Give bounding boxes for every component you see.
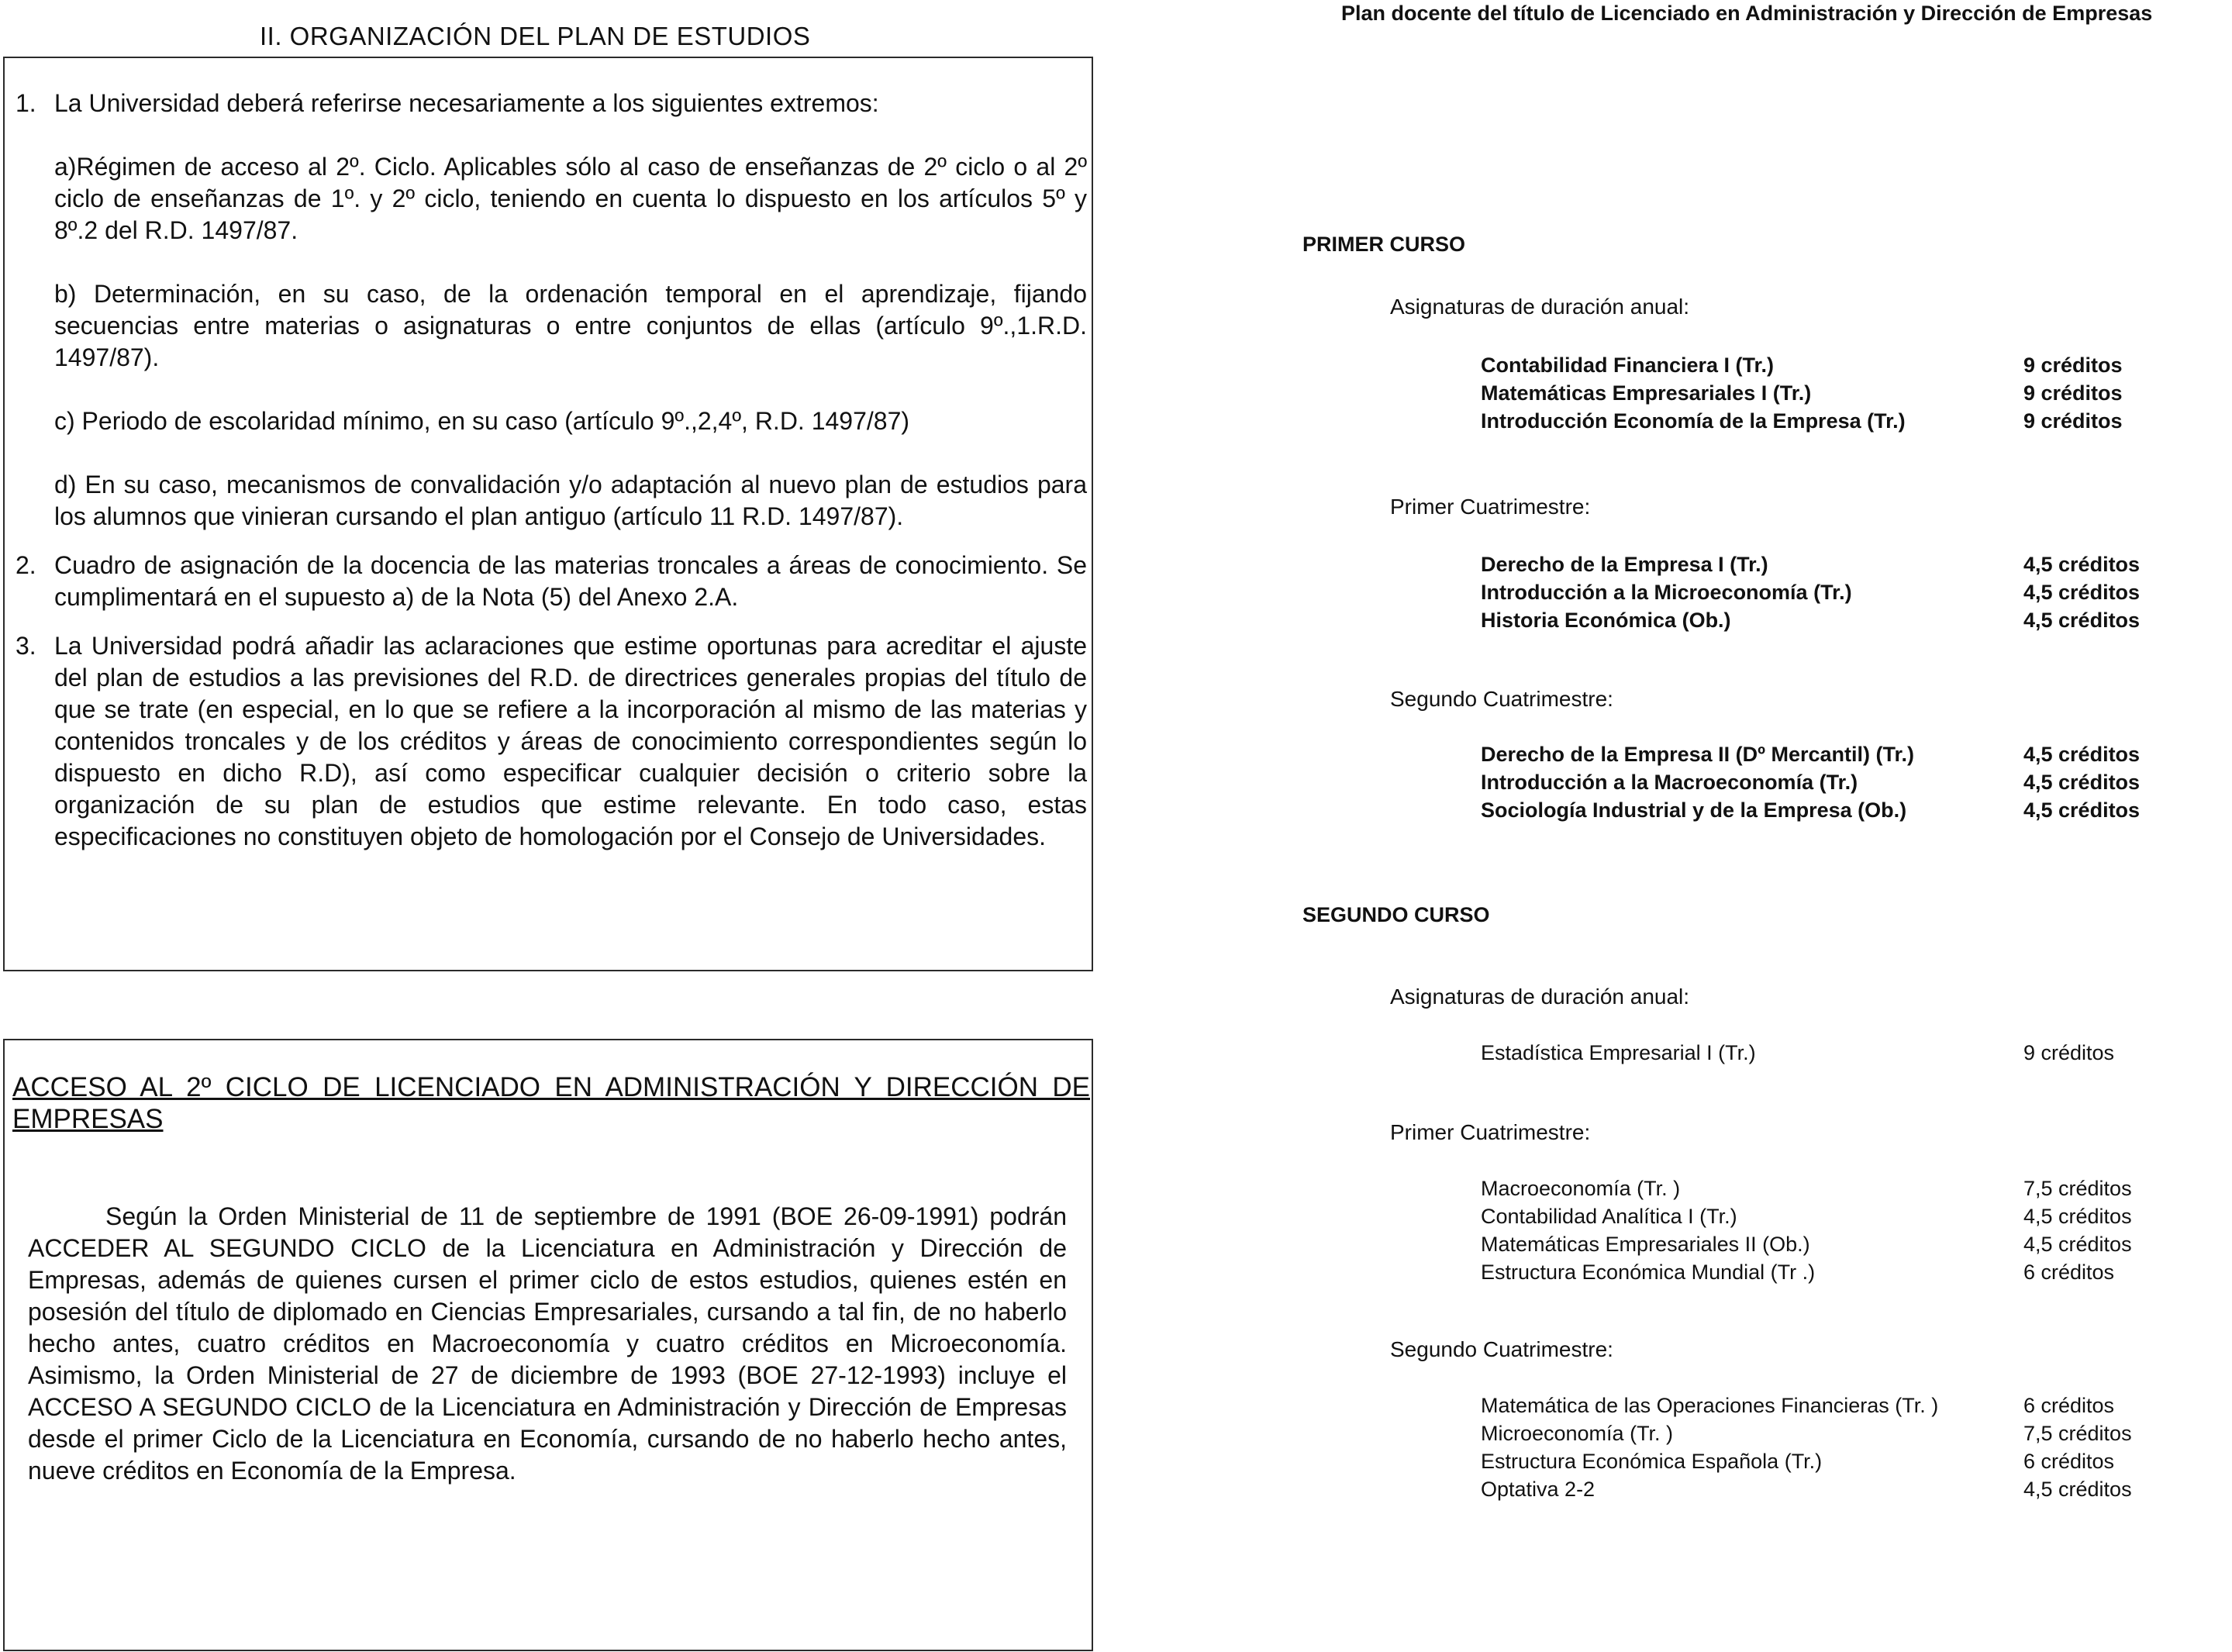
item-number: 2. [16, 551, 36, 579]
list-item [1481, 740, 2179, 768]
segundo-curso-cuatri2-list [1481, 1392, 2179, 1503]
subject-credits: 4,5 créditos [2023, 798, 2141, 822]
subject-credits: 6 créditos [2023, 1450, 2115, 1473]
segundo-curso-heading: SEGUNDO CURSO [1302, 903, 1490, 926]
subject-credits: 7,5 créditos [2023, 1422, 2132, 1445]
list-item-3 [9, 630, 1087, 853]
subject-name: Derecho de la Empresa I (Tr.) [1481, 553, 1768, 576]
item-1-b: b) Determinación, en su caso, de la ordenación temporal en el aprendizaje, fijando secuencias entre materias o asignaturas o entre conjuntos de ellas (artículo 9º.,1.R.D. 1497/87). [54, 280, 1087, 371]
list-item [1481, 796, 2179, 824]
subject-credits: 4,5 créditos [2023, 743, 2141, 766]
subject-name: Introducción a la Macroeconomía (Tr.) [1481, 771, 1858, 794]
organizacion-list [9, 88, 1087, 853]
list-item [1481, 1419, 2179, 1447]
segundo-curso-cuatri1-label: Primer Cuatrimestre: [1390, 1120, 1591, 1144]
subject-name: Sociología Industrial y de la Empresa (Ob.) [1481, 798, 1907, 822]
subject-name: Derecho de la Empresa II (Dº Mercantil) (Tr.) [1481, 743, 1915, 766]
subject-credits: 4,5 créditos [2023, 1233, 2132, 1256]
item-3-text: La Universidad podrá añadir las aclaraciones que estime oportunas para acreditar el ajuste del plan de estudios a las previsiones del R.D. de directrices generales propias del título de que se trate (en especial, en lo que se refiere a la incorporación al mismo de las materias y contenidos troncales y de los créditos y áreas de conocimiento correspondientes según lo dispuesto en dicho R.D), así como especificar cualquier decisión o criterio sobre la organización de su plan de estudios que estime relevante. En todo caso, estas especificaciones no constituyen objeto de homologación por el Consejo de Universidades. [54, 632, 1087, 850]
segundo-curso-cuatri1-list [1481, 1174, 2179, 1286]
subject-name: Estructura Económica Española (Tr.) [1481, 1450, 1823, 1473]
primer-curso-cuatri1-label: Primer Cuatrimestre: [1390, 495, 1591, 519]
primer-curso-heading: PRIMER CURSO [1302, 233, 1466, 256]
segundo-curso-cuatri2-label: Segundo Cuatrimestre: [1390, 1337, 1613, 1361]
subject-name: Estructura Económica Mundial (Tr .) [1481, 1261, 1816, 1284]
subject-credits: 9 créditos [2023, 1041, 2115, 1064]
document-header: Plan docente del título de Licenciado en Administración y Dirección de Empresas [1341, 2, 2153, 25]
subject-name: Introducción a la Microeconomía (Tr.) [1481, 581, 1852, 604]
list-item [1481, 379, 2179, 407]
item-1-a: a)Régimen de acceso al 2º. Ciclo. Aplicables sólo al caso de enseñanzas de 2º ciclo o al 2º ciclo de enseñanzas de 1º. y 2º ciclo, teniendo en cuenta lo dispuesto en los artículos 5º y 8º.2 del R.D. 1497/87. [54, 153, 1087, 244]
item-number: 1. [16, 89, 36, 117]
primer-curso-anual-label: Asignaturas de duración anual: [1390, 295, 1690, 319]
list-item [1481, 1258, 2179, 1286]
list-item [1481, 351, 2179, 379]
acceso-title: ACCESO AL 2º CICLO DE LICENCIADO EN ADMINISTRACIÓN Y DIRECCIÓN DE EMPRESAS [12, 1072, 1090, 1134]
subject-credits: 4,5 créditos [2023, 1205, 2132, 1228]
subject-credits: 9 créditos [2023, 381, 2123, 405]
subject-credits: 4,5 créditos [2023, 553, 2141, 576]
list-item [1481, 1174, 2179, 1202]
primer-curso-cuatri2-label: Segundo Cuatrimestre: [1390, 687, 1613, 711]
subject-name: Matemáticas Empresariales I (Tr.) [1481, 381, 1812, 405]
list-item [1481, 1392, 2179, 1419]
subject-credits: 4,5 créditos [2023, 609, 2141, 632]
list-item [1481, 1230, 2179, 1258]
subject-credits: 6 créditos [2023, 1261, 2115, 1284]
list-item [1481, 578, 2179, 606]
subject-credits: 4,5 créditos [2023, 581, 2141, 604]
subject-credits: 4,5 créditos [2023, 771, 2141, 794]
primer-curso-cuatri2-list [1481, 740, 2179, 824]
subject-credits: 9 créditos [2023, 354, 2123, 377]
primer-curso-cuatri1-list [1481, 550, 2179, 634]
subject-credits: 9 créditos [2023, 409, 2123, 433]
subject-credits: 7,5 créditos [2023, 1177, 2132, 1200]
item-2-text: Cuadro de asignación de la docencia de las materias troncales a áreas de conocimiento. Se cumplimentará en el supuesto a) de la Nota (5) del Anexo 2.A. [54, 551, 1087, 611]
section-title-organizacion: II. ORGANIZACIÓN DEL PLAN DE ESTUDIOS [260, 22, 811, 50]
subject-name: Estadística Empresarial I (Tr.) [1481, 1041, 1756, 1064]
subject-credits: 4,5 créditos [2023, 1478, 2132, 1501]
list-item [1481, 1202, 2179, 1230]
subject-name: Contabilidad Analítica I (Tr.) [1481, 1205, 1737, 1228]
organizacion-box [3, 57, 1093, 971]
subject-name: Microeconomía (Tr. ) [1481, 1422, 1674, 1445]
subject-name: Optativa 2-2 [1481, 1478, 1596, 1501]
list-item-2 [9, 550, 1087, 613]
subject-name: Introducción Economía de la Empresa (Tr.) [1481, 409, 1906, 433]
list-item [1481, 550, 2179, 578]
list-item [1481, 768, 2179, 796]
subject-name: Matemáticas Empresariales II (Ob.) [1481, 1233, 1810, 1256]
item-number: 3. [16, 632, 36, 660]
subject-name: Macroeconomía (Tr. ) [1481, 1177, 1681, 1200]
list-item-1 [9, 88, 1087, 533]
list-item [1481, 1447, 2179, 1475]
subject-name: Contabilidad Financiera I (Tr.) [1481, 354, 1775, 377]
list-item [1481, 407, 2179, 435]
segundo-curso-anual-list [1481, 1039, 2179, 1067]
list-item [1481, 1475, 2179, 1503]
list-item [1481, 1039, 2179, 1067]
subject-credits: 6 créditos [2023, 1394, 2115, 1417]
acceso-body: Según la Orden Ministerial de 11 de septiembre de 1991 (BOE 26-09-1991) podrán ACCEDER AL SEGUNDO CICLO de la Licenciatura en Administración y Dirección de Empresas, además de quienes cursen el primer ciclo de estos estudios, quienes estén en posesión del título de diplomado en Ciencias Empresariales, cursando a tal fin, de no haberlo hecho antes, cuatro créditos en Macroeconomía y cuatro créditos en Microeconomía. Asimismo, la Orden Ministerial de 27 de diciembre de 1993 (BOE 27-12-1993) incluye el ACCESO A SEGUNDO CICLO de la Licenciatura en Administración y Dirección de Empresas desde el primer Ciclo de la Licenciatura en Economía, cursando de no haberlo hecho antes, nueve créditos en Economía de la Empresa. [28, 1202, 1067, 1485]
primer-curso-anual-list [1481, 351, 2179, 435]
item-1-intro: La Universidad deberá referirse necesariamente a los siguientes extremos: [54, 89, 879, 117]
subject-name: Historia Económica (Ob.) [1481, 609, 1731, 632]
subject-name: Matemática de las Operaciones Financieras (Tr. ) [1481, 1394, 1939, 1417]
list-item [1481, 606, 2179, 634]
acceso-box [3, 1039, 1093, 1651]
item-1-c: c) Periodo de escolaridad mínimo, en su caso (artículo 9º.,2,4º, R.D. 1497/87) [54, 407, 910, 435]
item-1-d: d) En su caso, mecanismos de convalidación y/o adaptación al nuevo plan de estudios para los alumnos que vinieran cursando el plan antiguo (artículo 11 R.D. 1497/87). [54, 471, 1087, 530]
segundo-curso-anual-label: Asignaturas de duración anual: [1390, 985, 1690, 1009]
